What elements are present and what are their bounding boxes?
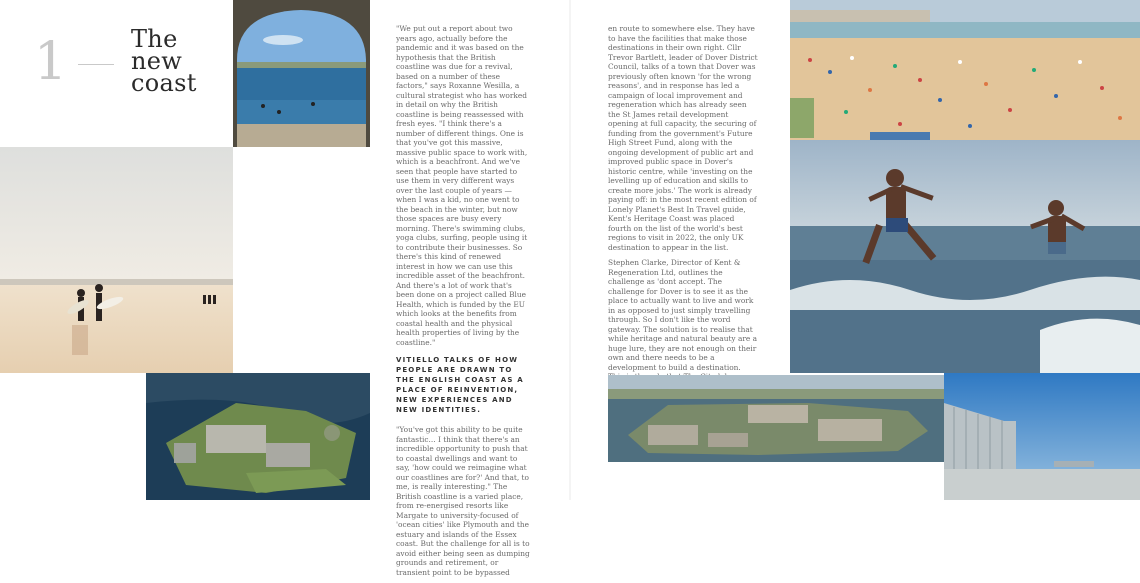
harbour-arch-photo bbox=[233, 0, 370, 147]
article-column-1 bbox=[396, 24, 530, 583]
pull-quote: VITIELLO TALKS OF HOW PEOPLE ARE DRAWN TO THE ENGLISH COAST AS A PLACE OF REINVENTION, NEW EXPERIENCES AND NEW IDENTITIES. bbox=[396, 356, 524, 414]
chapter-number: 1 bbox=[34, 32, 68, 92]
surfers-beach-photo bbox=[0, 147, 233, 373]
chapter-title-line-2: new bbox=[131, 47, 183, 75]
fort-wide-photo bbox=[608, 375, 944, 462]
page-gutter bbox=[569, 0, 571, 500]
column-1-paragraph-2: "You've got this ability to be quite fantastic... I think that there's an incredible opportunity to push that to coastal dwellings and want to say, 'how could we reimagine what our coastlines are for?' And that, to me, is really interesting." The British coastline is a varied place, from re-energised resorts like Margate to university-focused of 'ocean cities' like Plymouth and the estuary and islands of the Essex coast. But the challenge for all is to avoid either being seen as dumping grounds and retirement, or transient point to be bypassed bbox=[396, 425, 530, 577]
column-2-paragraph-1: en route to somewhere else. They have to have the facilities that make those destinations in their own right. Cllr Trevor Bartlett, leader of Dover District Council, talks of a town that Dover was previously often known 'for the wrong reasons', and in response has led a campaign of local improvement and regeneration which has already seen the St James retail development opening at full capacity, the securing of funding from the government's Future High Street Fund, along with the ongoing development of public art and improved public space in Dover's historic centre, while 'investing on the levelling up of education and skills to create more jobs.' The work is already paying off: in the most recent edition of Lonely Planet's Best In Travel guide, Kent's Heritage Coast was placed fourth on the list of the world's best regions to visit in 2022, the only UK destination to appear in the list. bbox=[608, 24, 758, 252]
chapter-rule bbox=[78, 64, 114, 65]
column-2-paragraph-2: Stephen Clarke, Director of Kent & Regeneration Ltd, outlines the challenge as 'dont accept. The challenge for Dover is to see it as the place to actually want to live and work in as opposed to just simply travelling through. So I don't like the word gateway. The solution is to realise that while heritage and natural beauty are a huge lure, they are not enough on their own and there needs to be a development to build a destination. bbox=[608, 258, 758, 372]
boys-running-sea-photo bbox=[790, 140, 1140, 373]
article-column-2 bbox=[608, 24, 758, 397]
chapter-title-line-3: coast bbox=[131, 69, 197, 97]
crowded-beach-photo bbox=[790, 0, 1140, 140]
chapter-title-line-1: The bbox=[131, 25, 178, 53]
column-1-paragraph-1: "We put out a report about two years ago, actually before the pandemic and it was based on the hypothesis that the British coastline was due for a revival, based on a number of these factors," says Roxanne Wesilla, a cultural strategist who has worked in detail on why the British coastline is being reassessed with fresh eyes. "I think there's a number of different things. One is that you've got this massive, massive public space to work with, which is a beachfront. And we've seen that people have started to use them in very different ways over the last couple of years — when I was a kid, no one went to the beach in the winter, but now those spaces are busy every morning. There's swimming clubs, yoga clubs, surfing, people using it to contribute their businesses. So there's this kind of renewed interest in how we can use this incredible asset of the beachfront. And there's a lot of work that's been done on a project called Blue Health, which is funded by the EU which looks at the benefits from coastal health and the physical health properties of living by the coastline." bbox=[396, 24, 528, 347]
gallery-building-photo bbox=[944, 373, 1140, 500]
fortress-aerial-photo bbox=[146, 373, 370, 500]
chapter-title bbox=[131, 25, 231, 97]
